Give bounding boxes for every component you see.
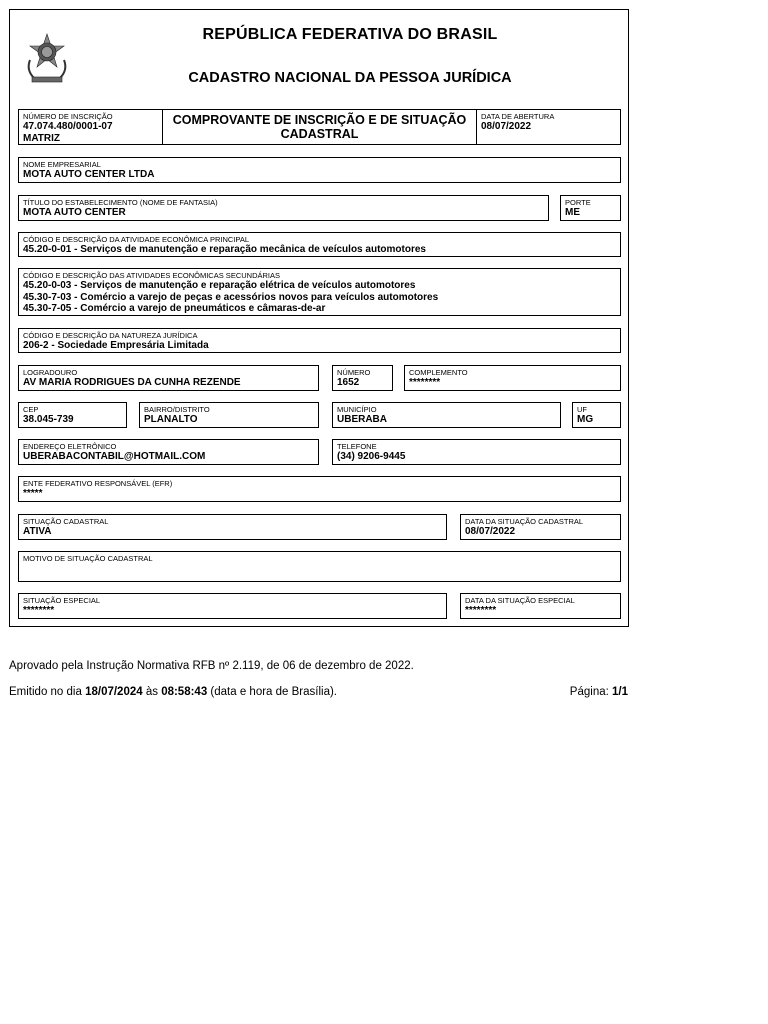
- page-number: Página: 1/1: [569, 686, 628, 698]
- uf-field: UF MG: [572, 402, 621, 428]
- comprovante-title: COMPROVANTE DE INSCRIÇÃO E DE SITUAÇÃO CADASTRAL: [162, 109, 477, 145]
- complemento-field: COMPLEMENTO ********: [404, 365, 621, 391]
- efr-field: ENTE FEDERATIVO RESPONSÁVEL (EFR) *****: [18, 476, 621, 502]
- telefone-field: TELEFONE (34) 9206-9445: [332, 439, 621, 465]
- list-item: 45.30-7-03 - Comércio a varejo de peças e acessórios novos para veículos automotores: [23, 291, 439, 303]
- numero-inscricao-field: NÚMERO DE INSCRIÇÃO 47.074.480/0001-07 MATRIZ: [18, 109, 163, 145]
- data-situacao-especial-field: DATA DA SITUAÇÃO ESPECIAL ********: [460, 593, 621, 619]
- data-situacao-cadastral-field: DATA DA SITUAÇÃO CADASTRAL 08/07/2022: [460, 514, 621, 540]
- page-subtitle: CADASTRO NACIONAL DA PESSOA JURÍDICA: [188, 70, 512, 86]
- motivo-situacao-field: MOTIVO DE SITUAÇÃO CADASTRAL: [18, 551, 621, 582]
- coat-of-arms-icon: [24, 32, 70, 84]
- numero-inscricao-value: 47.074.480/0001-07: [23, 121, 113, 132]
- page-title: REPÚBLICA FEDERATIVA DO BRASIL: [202, 26, 498, 43]
- porte-field: PORTE ME: [560, 195, 621, 221]
- list-item: 45.20-0-03 - Serviços de manutenção e reparação elétrica de veículos automotores: [23, 280, 416, 291]
- aprovado-text: Aprovado pela Instrução Normativa RFB nº 2.119, de 06 de dezembro de 2022.: [9, 660, 414, 672]
- natureza-juridica-field: CÓDIGO E DESCRIÇÃO DA NATUREZA JURÍDICA 206-2 - Sociedade Empresária Limitada: [18, 328, 621, 353]
- logradouro-field: LOGRADOURO AV MARIA RODRIGUES DA CUNHA REZENDE: [18, 365, 319, 391]
- situacao-especial-field: SITUAÇÃO ESPECIAL ********: [18, 593, 447, 619]
- cep-field: CEP 38.045-739: [18, 402, 127, 428]
- data-abertura-field: DATA DE ABERTURA 08/07/2022: [476, 109, 621, 145]
- titulo-estabelecimento-field: TÍTULO DO ESTABELECIMENTO (NOME DE FANTASIA) MOTA AUTO CENTER: [18, 195, 549, 221]
- numero-field: NÚMERO 1652: [332, 365, 393, 391]
- bairro-field: BAIRRO/DISTRITO PLANALTO: [139, 402, 319, 428]
- endereco-eletronico-field: ENDEREÇO ELETRÔNICO UBERABACONTABIL@HOTMAIL.COM: [18, 439, 319, 465]
- nome-empresarial-field: NOME EMPRESARIAL MOTA AUTO CENTER LTDA: [18, 157, 621, 183]
- list-item: 45.30-7-05 - Comércio a varejo de pneumáticos e câmaras-de-ar: [23, 303, 326, 314]
- municipio-field: MUNICÍPIO UBERABA: [332, 402, 561, 428]
- matriz-value: MATRIZ: [23, 132, 61, 144]
- atividade-principal-field: CÓDIGO E DESCRIÇÃO DA ATIVIDADE ECONÔMICA PRINCIPAL 45.20-0-01 - Serviços de manutenção e reparação mecânica de veículos automotores: [18, 232, 621, 257]
- atividades-secundarias-field: CÓDIGO E DESCRIÇÃO DAS ATIVIDADES ECONÔMICAS SECUNDÁRIAS 45.20-0-03 - Serviços de manutenção e reparação elétrica de veículos automotores 45.30-7-03 - Comércio a varejo de peças e acessórios novos para veículos automotores 45.30-7-05 - Comércio a varejo de pneumáticos e câmaras-de-ar: [18, 268, 621, 316]
- situacao-cadastral-field: SITUAÇÃO CADASTRAL ATIVA: [18, 514, 447, 540]
- emitido-text: Emitido no dia 18/07/2024 às 08:58:43 (data e hora de Brasília).: [9, 686, 337, 698]
